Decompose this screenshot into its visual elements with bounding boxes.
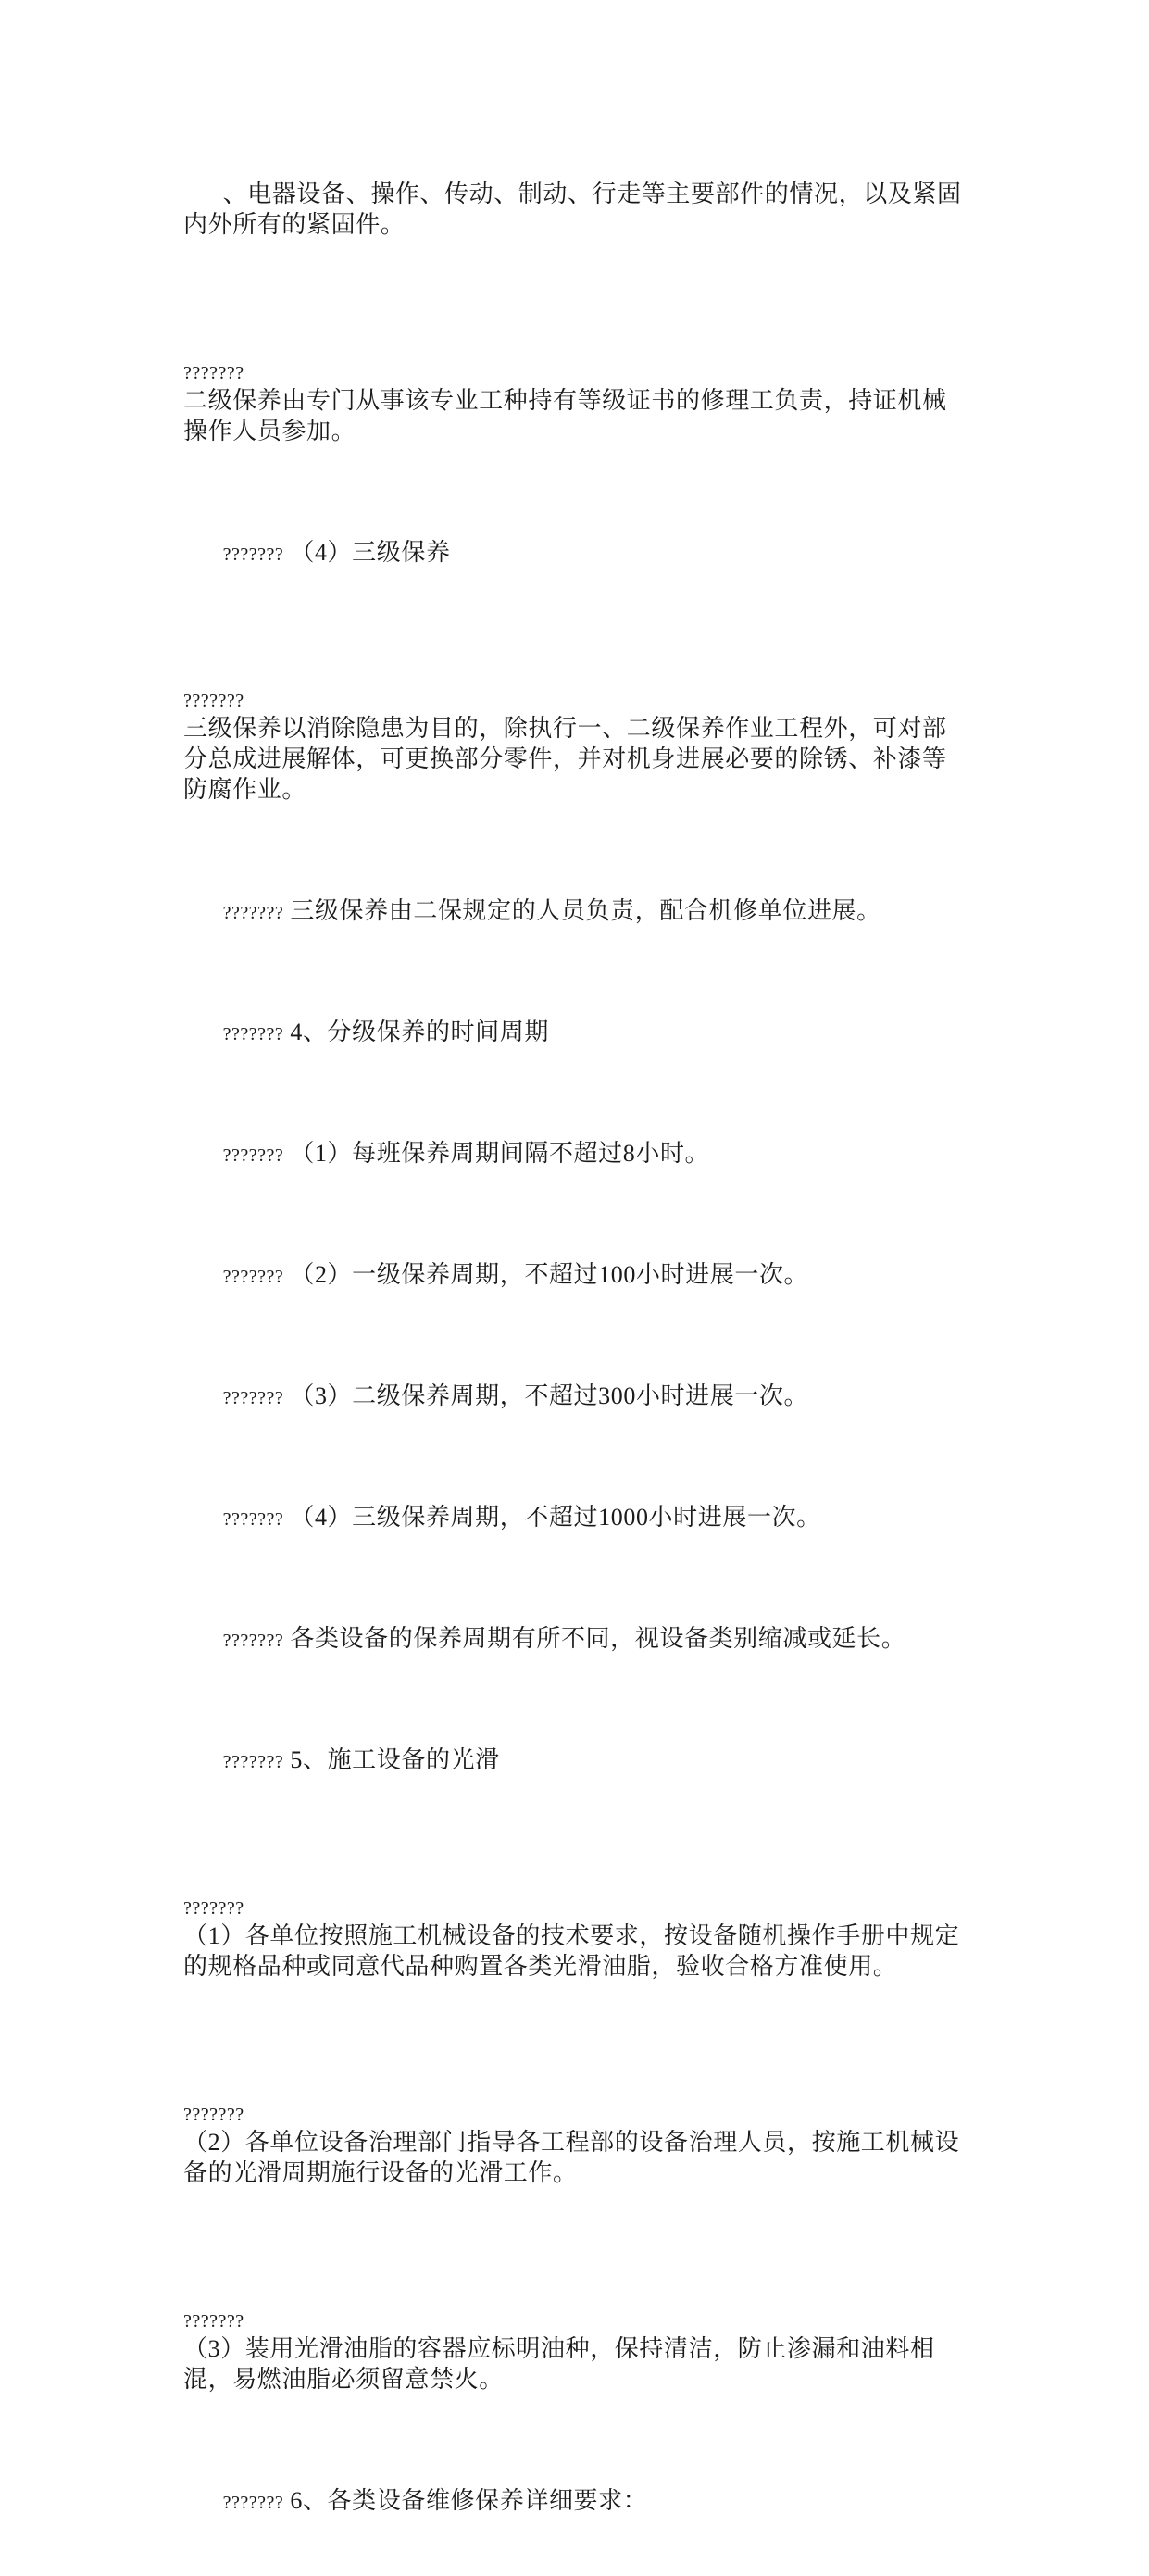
paragraph-text: （4）三级保养周期，不超过1000小时进展一次。 [283, 1504, 821, 1531]
paragraph [183, 1714, 970, 1806]
paragraph-prefix: ??????? [222, 1024, 284, 1044]
paragraph-text: 三级保养由二保规定的人员负责，配合机修单位进展。 [283, 897, 881, 924]
paragraph-text: 6、各类设备维修保养详细要求： [283, 2487, 648, 2514]
paragraph-prefix: ??????? [222, 903, 284, 923]
paragraph-prefix: ??????? [183, 691, 244, 711]
paragraph-prefix: ??????? [183, 2311, 244, 2332]
paragraph [183, 300, 970, 477]
paragraph [183, 2248, 970, 2425]
paragraph-text: （3）二级保养周期，不超过300小时进展一次。 [283, 1382, 809, 1409]
paragraph-prefix: ??????? [183, 363, 244, 383]
paragraph-prefix: ??????? [183, 1898, 244, 1919]
paragraph [183, 986, 970, 1078]
paragraph [183, 1229, 970, 1320]
paragraph-text: 、电器设备、操作、传动、制动、行走等主要部件的情况，以及紧固内外所有的紧固件。 [183, 181, 962, 238]
paragraph [183, 148, 970, 270]
paragraph-text: 5、施工设备的光滑 [283, 1746, 500, 1773]
paragraph-text: （2）一级保养周期，不超过100小时进展一次。 [283, 1261, 809, 1288]
paragraph-text: （2）各单位设备治理部门指导各工程部的设备治理人员，按施工机械设备的光滑周期施行设备的光滑工作。 [183, 2129, 960, 2186]
paragraph [183, 1835, 970, 2012]
paragraph [183, 1593, 970, 1684]
paragraph [183, 2042, 970, 2219]
document-body [183, 148, 970, 2576]
paragraph-prefix: ??????? [183, 2105, 244, 2125]
paragraph-text: （1）每班保养周期间隔不超过8小时。 [283, 1140, 710, 1167]
paragraph-prefix: ??????? [222, 1267, 284, 1287]
paragraph-text: 4、分级保养的时间周期 [283, 1019, 549, 1045]
paragraph [183, 506, 970, 598]
paragraph-text: （4）三级保养 [283, 539, 451, 566]
paragraph-text: 各类设备的保养周期有所不同，视设备类别缩减或延长。 [283, 1625, 906, 1652]
paragraph-text: 三级保养以消除隐患为目的，除执行一、二级保养作业工程外，可对部分总成进展解体，可更换部分零件，并对机身进展必要的除锈、补漆等防腐作业。 [183, 715, 947, 803]
paragraph-prefix: ??????? [222, 1388, 284, 1408]
paragraph [183, 1350, 970, 1442]
paragraph-text: （1）各单位按照施工机械设备的技术要求，按设备随机操作手册中规定的规格品种或同意代品种购置各类光滑油脂，验收合格方准使用。 [183, 1922, 960, 1980]
paragraph [183, 1471, 970, 1563]
paragraph-prefix: ??????? [222, 544, 284, 565]
paragraph [183, 1107, 970, 1199]
paragraph-prefix: ??????? [222, 1631, 284, 1651]
paragraph [183, 865, 970, 957]
paragraph-prefix: ??????? [222, 1145, 284, 1166]
paragraph [183, 2455, 970, 2546]
paragraph-text: （3）装用光滑油脂的容器应标明油种，保持清洁，防止渗漏和油料相混，易燃油脂必须留意禁火。 [183, 2335, 935, 2393]
paragraph [183, 628, 970, 835]
paragraph-prefix: ??????? [222, 2493, 284, 2513]
paragraph-prefix: ??????? [222, 1752, 284, 1772]
paragraph-text: 二级保养由专门从事该专业工种持有等级证书的修理工负责，持证机械操作人员参加。 [183, 387, 947, 444]
paragraph-prefix: ??????? [222, 1509, 284, 1530]
